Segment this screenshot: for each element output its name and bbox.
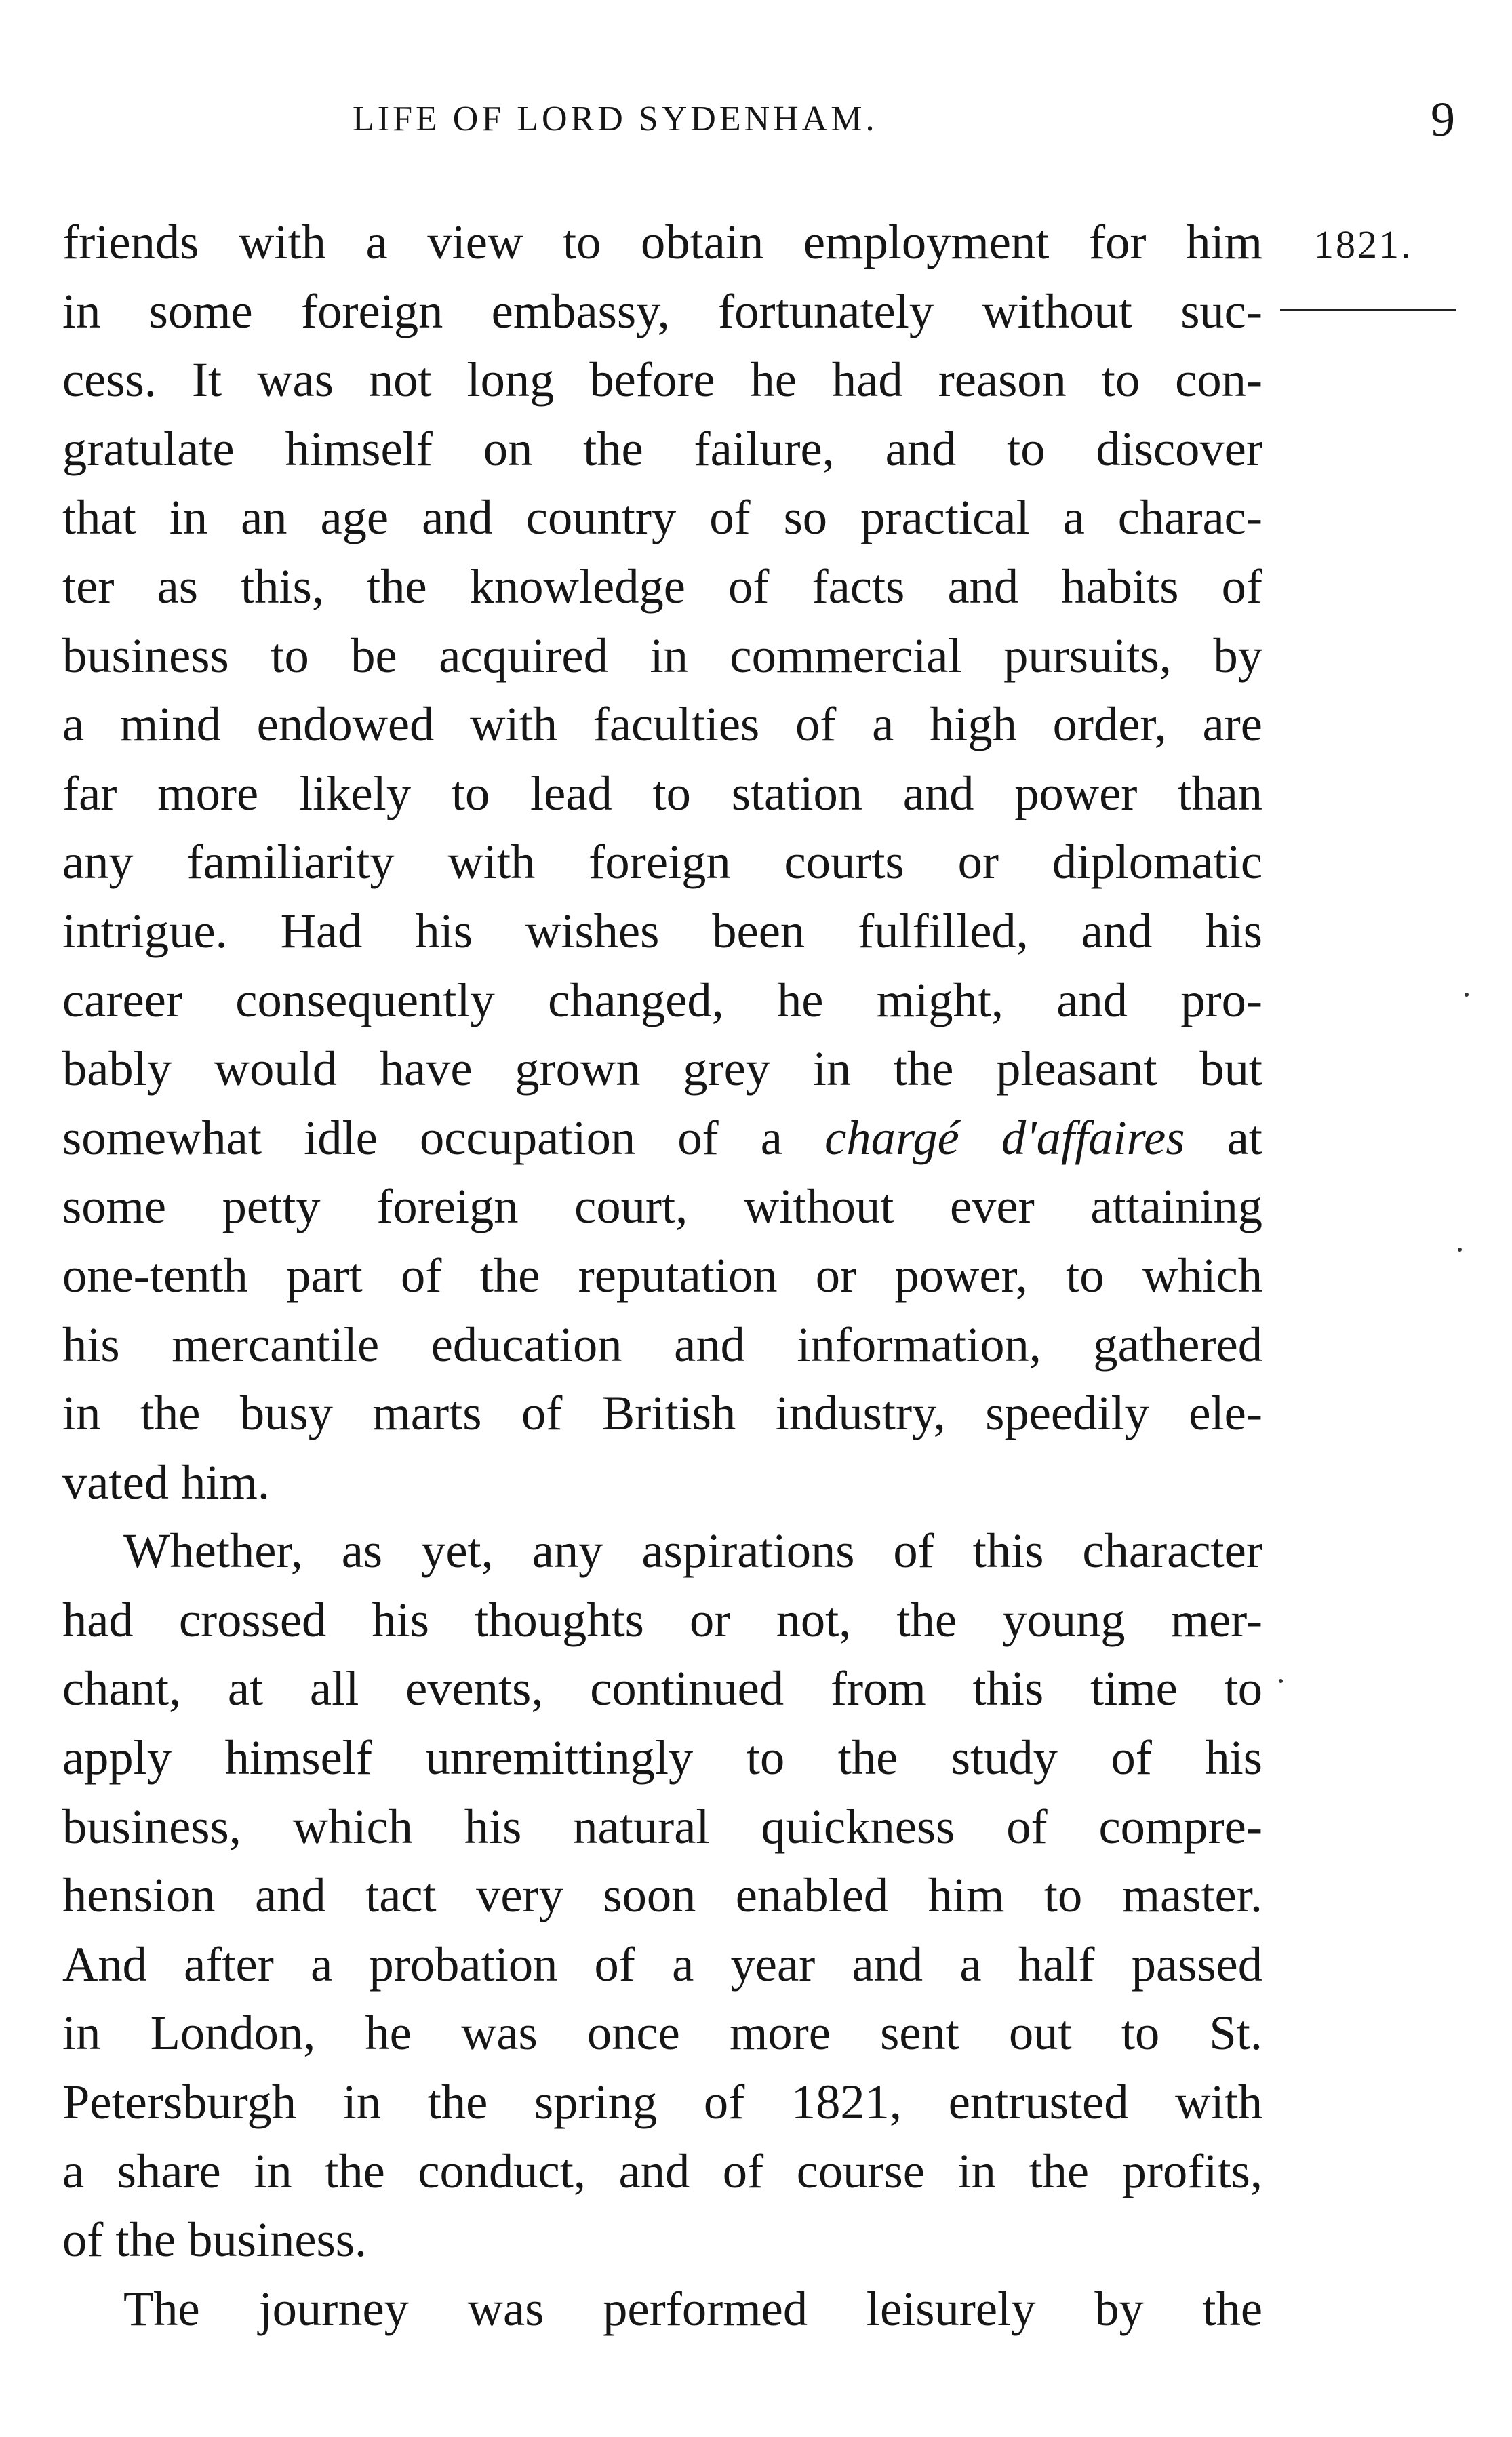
text-line: cess. It was not long before he had reason to con- xyxy=(62,352,1262,408)
text-segment: somewhat idle occupation of a xyxy=(62,1109,782,1165)
print-speck xyxy=(1458,1248,1462,1252)
paragraph-3 xyxy=(62,2274,1262,2343)
text-line: apply himself unremittingly to the study of his xyxy=(62,1730,1262,1785)
text-line: of the business. xyxy=(62,2212,367,2267)
text-line: that in an age and country of so practical a charac- xyxy=(62,490,1262,545)
text-line: business, which his natural quickness of compre- xyxy=(62,1798,1262,1854)
margin-year-note: 1821. xyxy=(1314,222,1413,266)
margin-rule xyxy=(1280,309,1456,311)
paragraph-2 xyxy=(62,1516,1262,2274)
text-line: Whether, as yet, any aspirations of this character xyxy=(123,1523,1262,1579)
print-speck xyxy=(1279,1679,1283,1683)
text-line: in the busy marts of British industry, speedily ele- xyxy=(62,1385,1262,1441)
text-line: in some foreign embassy, fortunately without suc- xyxy=(62,283,1262,338)
page-number: 9 xyxy=(1431,92,1455,146)
body-text xyxy=(62,207,1262,2343)
text-line: The journey was performed leisurely by the xyxy=(123,2280,1262,2336)
text-line: a mind endowed with faculties of a high order, are xyxy=(62,696,1262,752)
text-line: intrigue. Had his wishes been fulfilled, and his xyxy=(62,903,1262,958)
text-line: chant, at all events, continued from this time to xyxy=(62,1661,1262,1716)
italic-phrase: chargé d'affaires xyxy=(824,1109,1185,1165)
text-line: his mercantile education and information, gathered xyxy=(62,1316,1262,1372)
text-line: in London, he was once more sent out to St. xyxy=(62,2005,1262,2061)
running-title: LIFE OF LORD SYDENHAM. xyxy=(353,100,878,138)
text-line-with-italic xyxy=(62,1103,1262,1172)
paragraph-1 xyxy=(62,207,1262,1516)
text-line: gratulate himself on the failure, and to discover xyxy=(62,420,1262,476)
text-line: friends with a view to obtain employment for him xyxy=(62,214,1262,269)
text-line: any familiarity with foreign courts or diplomatic xyxy=(62,834,1262,890)
text-line: a share in the conduct, and of course in the profits, xyxy=(62,2143,1262,2198)
text-line: hension and tact very soon enabled him to master. xyxy=(62,1867,1262,1923)
text-line: some petty foreign court, without ever attaining xyxy=(62,1178,1262,1234)
text-line: business to be acquired in commercial pursuits, by xyxy=(62,627,1262,683)
text-line: career consequently changed, he might, and pro- xyxy=(62,972,1262,1027)
text-line: bably would have grown grey in the pleasant but xyxy=(62,1041,1262,1096)
text-line: Petersburgh in the spring of 1821, entrusted with xyxy=(62,2074,1262,2130)
text-line: far more likely to lead to station and power than xyxy=(62,765,1262,820)
text-line: And after a probation of a year and a half passed xyxy=(62,1936,1262,1992)
text-line: had crossed his thoughts or not, the young mer- xyxy=(62,1591,1262,1647)
text-line: ter as this, the knowledge of facts and habits of xyxy=(62,558,1262,614)
text-segment: at xyxy=(1227,1109,1262,1165)
text-line: vated him. xyxy=(62,1454,271,1509)
text-line: one-tenth part of the reputation or power, to which xyxy=(62,1247,1262,1303)
print-speck xyxy=(1465,993,1469,997)
